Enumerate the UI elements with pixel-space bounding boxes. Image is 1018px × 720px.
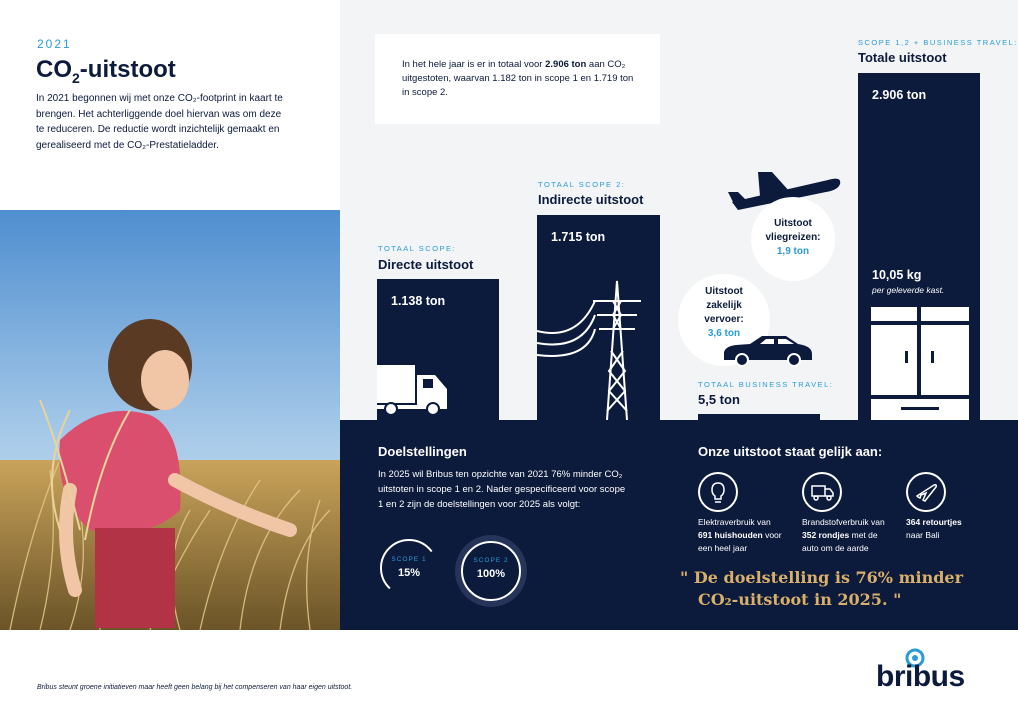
scope1-bar: [377, 279, 499, 420]
equivalent-flights: 364 retourtjes naar Bali: [906, 517, 962, 540]
total-per-value: 10,05 kg: [872, 268, 922, 282]
scope1-title: Directe uitstoot: [378, 257, 474, 272]
equivalents-title: Onze uitstoot staat gelijk aan:: [698, 444, 883, 459]
car-icon: [722, 334, 814, 368]
scope2-eyebrow: TOTAAL SCOPE 2:: [538, 180, 626, 189]
power-pylon-icon: [537, 271, 660, 420]
hero-photo: [0, 210, 340, 630]
footer-note: Bribus steunt groene initiatieven maar heeft geen belang bij het compenseren van haar eigen uitstoot.: [37, 684, 353, 691]
total-eyebrow: SCOPE 1,2 + BUSINESS TRAVEL:: [858, 38, 1018, 47]
scope1-goal-label: SCOPE 1: [391, 556, 427, 563]
year-label: 2021: [37, 37, 72, 51]
scope2-goal-label: SCOPE 2: [473, 557, 509, 564]
business-value: 5,5 ton: [698, 392, 740, 407]
goals-title: Doelstellingen: [378, 444, 467, 459]
bribus-logo: [876, 648, 982, 699]
summary-box: [375, 34, 660, 124]
scope1-goal-value: 15%: [397, 567, 421, 579]
intro-text: In 2021 begonnen wij met onze CO₂-footprint in kaart te brengen. Het achterliggende doel hiervan was om deze te reduceren. De reductie wordt inzichtelijk gemaakt en gerealiseerd met de CO₂-Prestatieladder.: [36, 93, 283, 151]
scope1-eyebrow: TOTAAL SCOPE:: [378, 244, 457, 253]
equivalent-electricity: Elektraverbruik van 691 huishouden voor een heel jaar: [698, 517, 782, 553]
scope2-goal-value: 100%: [476, 568, 506, 580]
truck-icon: [802, 472, 842, 512]
transport-value: 3,6 ton: [707, 328, 741, 339]
lightbulb-icon: [698, 472, 738, 512]
total-per-label: per geleverde kast.: [872, 285, 945, 295]
summary-text: In het hele jaar is er in totaal voor 2.906 ton aan CO₂ uitgestoten, waarvan 1.182 ton in scope 1 en 1.719 ton in scope 2.: [402, 59, 634, 98]
business-bar: [698, 414, 820, 420]
scope2-value: 1.715 ton: [551, 230, 606, 244]
total-bar: [858, 73, 980, 420]
total-value: 2.906 ton: [872, 88, 927, 102]
logo-text: bribus: [876, 660, 965, 693]
equivalent-fuel: Brandstofverbruik van 352 rondjes met de auto om de aarde: [802, 517, 885, 553]
scope1-value: 1.138 ton: [391, 294, 446, 308]
cabinet-icon: [871, 307, 969, 420]
plane-icon: [906, 472, 946, 512]
flights-value: 1,9 ton: [776, 246, 810, 257]
flights-circle: [751, 197, 835, 281]
goal-quote: " De doelstelling is 76% minder CO₂-uitstoot in 2025. ": [680, 568, 963, 609]
scope2-goal-ring: [455, 535, 527, 607]
transport-label: Uitstoot zakelijk vervoer:: [704, 286, 744, 325]
scope2-bar: [537, 215, 660, 420]
scope1-goal-ring: [378, 537, 440, 599]
flights-label: Uitstoot vliegreizen:: [765, 218, 821, 243]
business-eyebrow: TOTAAL BUSINESS TRAVEL:: [698, 380, 834, 389]
scope2-title: Indirecte uitstoot: [538, 192, 644, 207]
truck-icon: [377, 365, 449, 420]
page-title: $CO_2$-uitstoot: [36, 56, 176, 86]
total-title: Totale uitstoot: [858, 50, 947, 65]
goals-text: In 2025 wil Bribus ten opzichte van 2021 76% minder CO₂ uitstoten in scope 1 en 2. Nader gespecificeerd voor scope 1 en 2 zijn de doelstellingen voor 2025 als volgt:: [378, 469, 626, 510]
